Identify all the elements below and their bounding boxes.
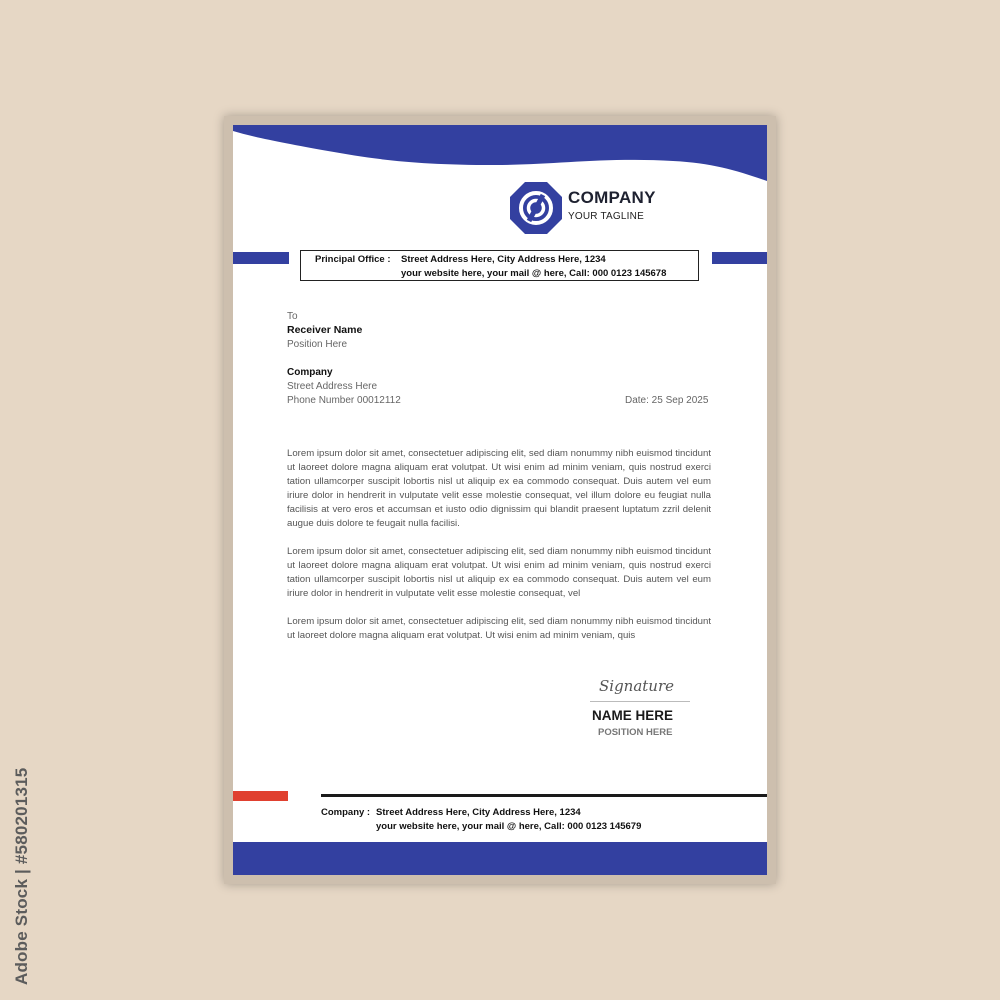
footer-address: Street Address Here, City Address Here, 1234 [376,807,581,818]
office-bar-left [233,252,289,264]
receiver-phone: Phone Number 00012112 [287,395,401,406]
header-wave [233,125,767,185]
body-paragraph: Lorem ipsum dolor sit amet, consectetuer adipiscing elit, sed diam nonummy nibh euismod tincidunt ut laoreet dolore magna aliquam erat volutpat. Ut wisi enim ad minim veniam, quis nostrud exerci tation ullamcorper suscipit lobortis nisl ut aliquip ex ea commodo consequat. Duis autem vel eum iriure dolor in hendrerit in vulputate velit esse molestie consequat, vel [287,546,711,599]
stock-id-label [8,767,36,985]
receiver-street: Street Address Here [287,381,378,392]
company-tagline: YOUR TAGLINE [568,211,644,222]
octagon-logo-icon [509,181,563,235]
receiver-company: Company [287,367,333,378]
signer-name: NAME HERE [592,708,674,723]
signature-script: Signature [599,677,675,695]
letter-date: Date: 25 Sep 2025 [625,395,709,406]
office-label: Principal Office : [315,254,391,265]
body-paragraph: Lorem ipsum dolor sit amet, consectetuer adipiscing elit, sed diam nonummy nibh euismod tincidunt ut laoreet dolore magna aliquam erat volutpat. Ut wisi enim ad minim veniam, quis nostrud exerci tation ullamcorper suscipit lobortis nisl ut aliquip ex ea commodo consequat. Duis autem vel eum iriure dolor in hendrerit in vulputate velit esse molestie consequat, vel illum dolore eu feugiat nulla facilisis at vero eros et accumsan et iusto odio dignissim qui blandit praesent luptatum zzril delenit augue duis dolore te feugait nulla facilisi. [287,448,711,529]
receiver-name: Receiver Name [287,324,363,336]
stock-id-text: Adobe Stock | #580201315 [12,767,31,985]
receiver-position: Position Here [287,339,348,350]
signer-position: POSITION HERE [598,727,673,738]
office-bar-right [712,252,767,264]
body-paragraph: Lorem ipsum dolor sit amet, consectetuer adipiscing elit, sed diam nonummy nibh euismod tincidunt ut laoreet dolore magna aliquam erat volutpat. Ut wisi enim ad minim veniam, quis [287,616,711,641]
footer-accent-bar [233,791,288,801]
letterhead-sheet [233,125,767,875]
principal-office-box [300,250,699,281]
office-contact: your website here, your mail @ here, Call: 000 0123 145678 [401,268,667,279]
signature-line [590,701,690,702]
footer-contact: your website here, your mail @ here, Call: 000 0123 145679 [376,821,642,832]
company-name: COMPANY [568,188,656,207]
office-address: Street Address Here, City Address Here, 1234 [401,254,606,265]
footer-band [233,842,767,875]
footer-company-label: Company : [321,807,371,818]
footer-divider [321,794,767,797]
to-label: To [287,311,298,322]
